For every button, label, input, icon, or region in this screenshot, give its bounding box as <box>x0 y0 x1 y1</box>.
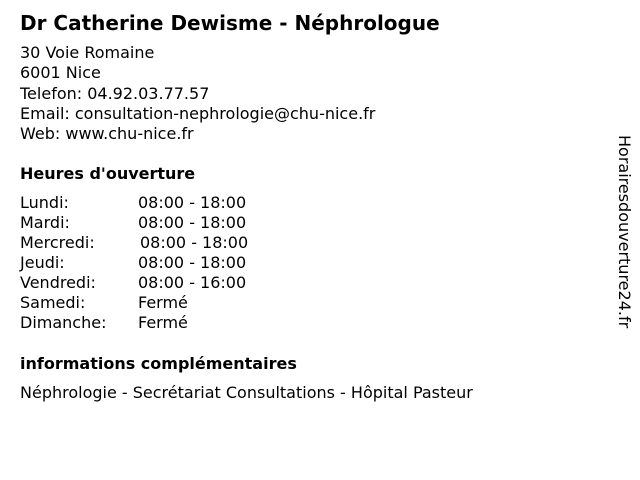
info-text: Néphrologie - Secrétariat Consultations - Hôpital Pasteur <box>20 383 473 402</box>
day-label: Lundi: <box>20 193 69 212</box>
page-title: Dr Catherine Dewisme - Néphrologue <box>20 11 440 35</box>
time-value: Fermé <box>138 293 188 312</box>
time-value: 08:00 - 18:00 <box>140 233 249 252</box>
day-label: Mardi: <box>20 213 70 232</box>
contact-block <box>20 43 375 144</box>
time-value: Fermé <box>138 313 188 332</box>
day-label: Mercredi: <box>20 233 95 252</box>
site-watermark: Horairesdouverture24.fr <box>615 135 634 329</box>
day-label: Jeudi: <box>20 253 65 272</box>
day-label: Samedi: <box>20 293 86 312</box>
time-value: 08:00 - 18:00 <box>138 253 247 272</box>
day-label: Dimanche: <box>20 313 107 332</box>
email-line: Email: consultation-nephrologie@chu-nice.fr <box>20 103 376 123</box>
hours-heading: Heures d'ouverture <box>20 164 196 183</box>
address-city: 6001 Nice <box>20 63 101 83</box>
time-value: 08:00 - 16:00 <box>138 273 247 292</box>
address-street: 30 Voie Romaine <box>20 43 155 62</box>
web-line: Web: www.chu-nice.fr <box>20 124 194 144</box>
time-value: 08:00 - 18:00 <box>138 193 247 212</box>
day-label: Vendredi: <box>20 273 96 292</box>
time-value: 08:00 - 18:00 <box>138 213 247 232</box>
info-heading: informations complémentaires <box>20 354 297 373</box>
phone-line: Telefon: 04.92.03.77.57 <box>20 83 210 103</box>
